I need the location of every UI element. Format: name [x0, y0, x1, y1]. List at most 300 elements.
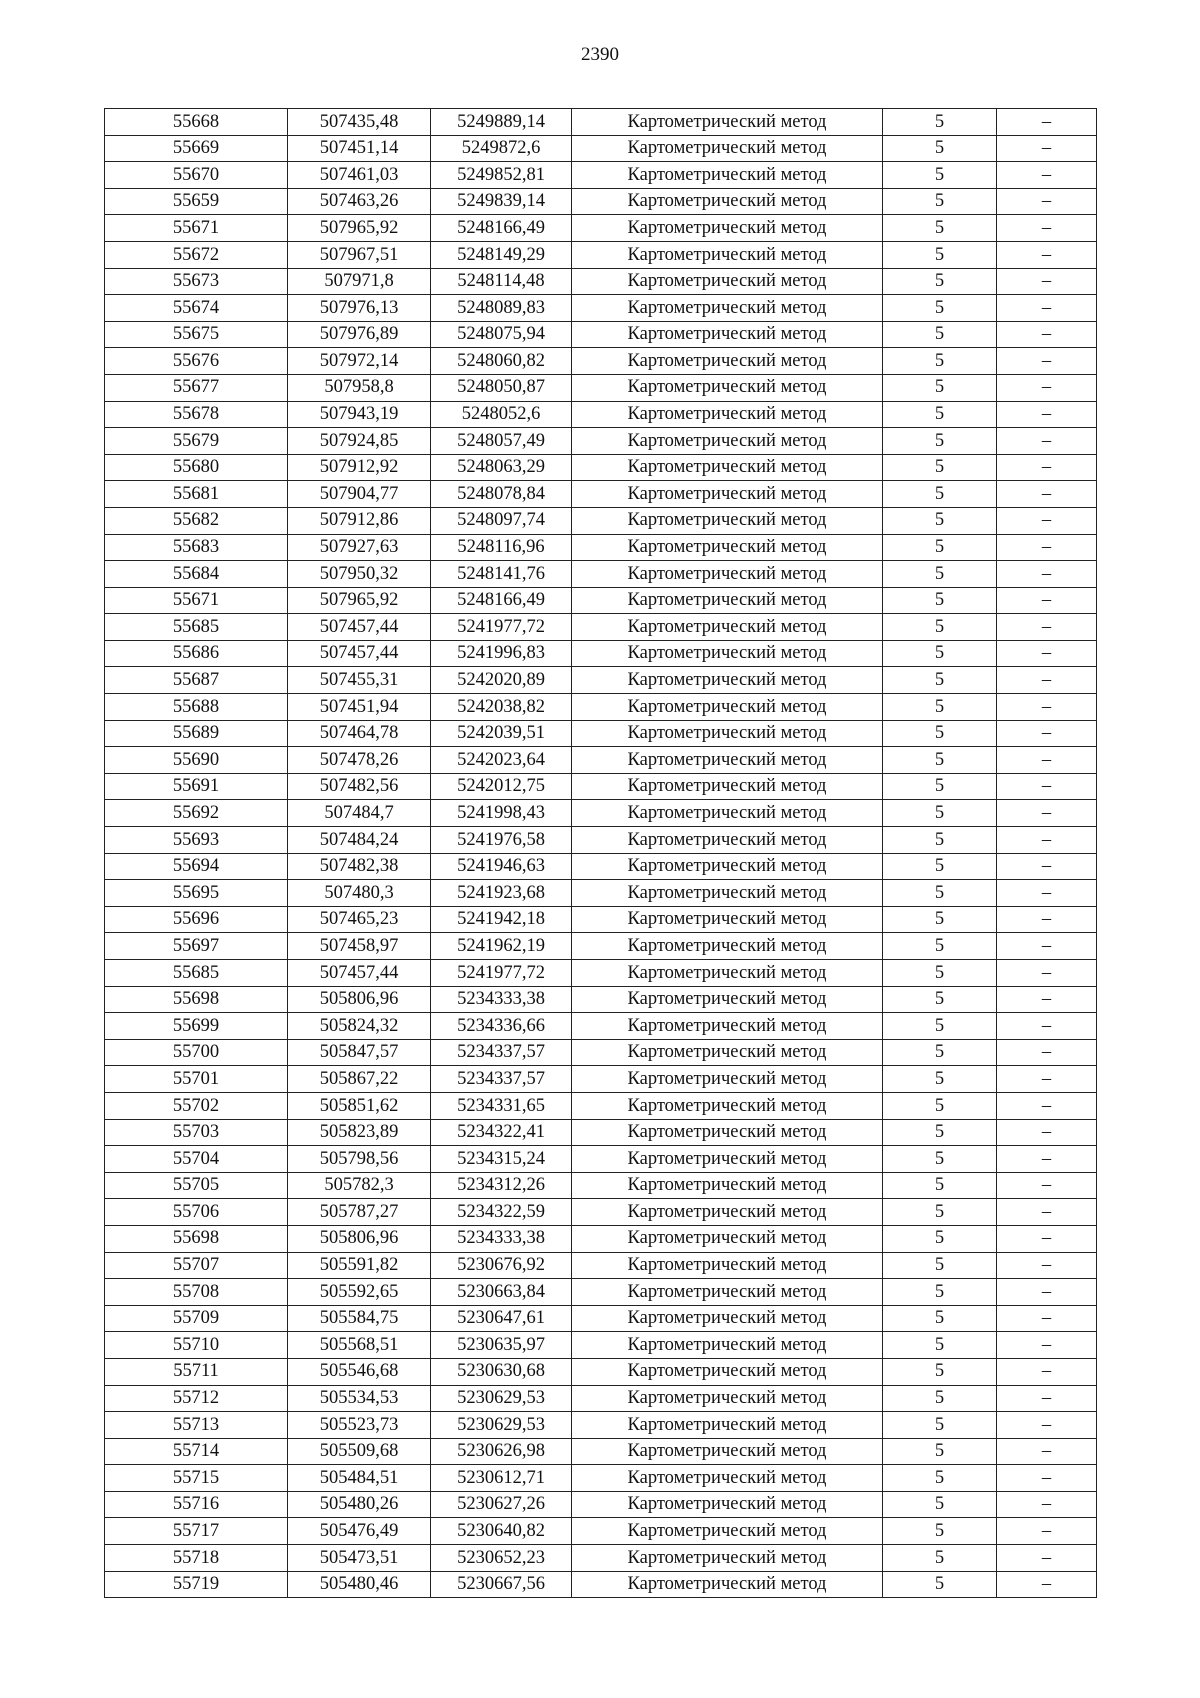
accuracy-cell: 5: [883, 295, 997, 322]
table-row: [105, 1146, 1097, 1173]
table-row: [105, 1358, 1097, 1385]
table-row: [105, 1279, 1097, 1306]
table-row: [105, 428, 1097, 455]
y-coordinate-cell: 5241996,83: [431, 640, 572, 667]
x-coordinate-cell: 507972,14: [288, 348, 431, 375]
accuracy-cell: 5: [883, 933, 997, 960]
x-coordinate-cell: 505484,51: [288, 1465, 431, 1492]
y-coordinate-cell: 5230667,56: [431, 1571, 572, 1598]
accuracy-cell: 5: [883, 454, 997, 481]
table-row: [105, 1571, 1097, 1598]
y-coordinate-cell: 5234336,66: [431, 1013, 572, 1040]
accuracy-cell: 5: [883, 1545, 997, 1572]
method-cell: Картометрический метод: [572, 507, 883, 534]
y-coordinate-cell: 5241946,63: [431, 853, 572, 880]
y-coordinate-cell: 5249889,14: [431, 109, 572, 136]
accuracy-cell: 5: [883, 1146, 997, 1173]
y-coordinate-cell: 5230635,97: [431, 1332, 572, 1359]
point-number-cell: 55707: [105, 1252, 288, 1279]
method-cell: Картометрический метод: [572, 481, 883, 508]
table-row: [105, 1438, 1097, 1465]
point-number-cell: 55713: [105, 1412, 288, 1439]
accuracy-cell: 5: [883, 960, 997, 987]
table-row: [105, 348, 1097, 375]
table-row: [105, 534, 1097, 561]
point-number-cell: 55695: [105, 880, 288, 907]
accuracy-cell: 5: [883, 747, 997, 774]
accuracy-cell: 5: [883, 614, 997, 641]
x-coordinate-cell: 507950,32: [288, 561, 431, 588]
method-cell: Картометрический метод: [572, 880, 883, 907]
page-number: 2390: [581, 44, 619, 65]
point-number-cell: 55676: [105, 348, 288, 375]
method-cell: Картометрический метод: [572, 162, 883, 189]
y-coordinate-cell: 5234322,59: [431, 1199, 572, 1226]
accuracy-cell: 5: [883, 1465, 997, 1492]
note-cell: –: [997, 1066, 1097, 1093]
y-coordinate-cell: 5234322,41: [431, 1119, 572, 1146]
point-number-cell: 55691: [105, 773, 288, 800]
note-cell: –: [997, 1279, 1097, 1306]
table-row: [105, 986, 1097, 1013]
x-coordinate-cell: 505806,96: [288, 986, 431, 1013]
table-row: [105, 162, 1097, 189]
x-coordinate-cell: 505480,26: [288, 1491, 431, 1518]
note-cell: –: [997, 1332, 1097, 1359]
point-number-cell: 55671: [105, 215, 288, 242]
x-coordinate-cell: 507967,51: [288, 241, 431, 268]
accuracy-cell: 5: [883, 1013, 997, 1040]
table-row: [105, 135, 1097, 162]
point-number-cell: 55705: [105, 1172, 288, 1199]
point-number-cell: 55678: [105, 401, 288, 428]
point-number-cell: 55703: [105, 1119, 288, 1146]
point-number-cell: 55668: [105, 109, 288, 136]
note-cell: –: [997, 960, 1097, 987]
table-row: [105, 1518, 1097, 1545]
table-row: [105, 933, 1097, 960]
table-row: [105, 1092, 1097, 1119]
note-cell: –: [997, 1491, 1097, 1518]
accuracy-cell: 5: [883, 1305, 997, 1332]
point-number-cell: 55698: [105, 986, 288, 1013]
x-coordinate-cell: 505806,96: [288, 1225, 431, 1252]
accuracy-cell: 5: [883, 853, 997, 880]
x-coordinate-cell: 507958,8: [288, 374, 431, 401]
method-cell: Картометрический метод: [572, 534, 883, 561]
y-coordinate-cell: 5248060,82: [431, 348, 572, 375]
note-cell: –: [997, 1465, 1097, 1492]
y-coordinate-cell: 5248052,6: [431, 401, 572, 428]
accuracy-cell: 5: [883, 561, 997, 588]
note-cell: –: [997, 1305, 1097, 1332]
method-cell: Картометрический метод: [572, 1465, 883, 1492]
table-row: [105, 667, 1097, 694]
y-coordinate-cell: 5249839,14: [431, 188, 572, 215]
note-cell: –: [997, 1039, 1097, 1066]
y-coordinate-cell: 5230612,71: [431, 1465, 572, 1492]
note-cell: –: [997, 853, 1097, 880]
table-row: [105, 960, 1097, 987]
point-number-cell: 55716: [105, 1491, 288, 1518]
x-coordinate-cell: 507465,23: [288, 906, 431, 933]
accuracy-cell: 5: [883, 1039, 997, 1066]
method-cell: Картометрический метод: [572, 401, 883, 428]
y-coordinate-cell: 5248097,74: [431, 507, 572, 534]
point-number-cell: 55690: [105, 747, 288, 774]
y-coordinate-cell: 5230640,82: [431, 1518, 572, 1545]
table-row: [105, 188, 1097, 215]
note-cell: –: [997, 321, 1097, 348]
y-coordinate-cell: 5234312,26: [431, 1172, 572, 1199]
note-cell: –: [997, 215, 1097, 242]
x-coordinate-cell: 507451,14: [288, 135, 431, 162]
point-number-cell: 55712: [105, 1385, 288, 1412]
x-coordinate-cell: 507976,89: [288, 321, 431, 348]
x-coordinate-cell: 505591,82: [288, 1252, 431, 1279]
note-cell: –: [997, 1412, 1097, 1439]
accuracy-cell: 5: [883, 986, 997, 1013]
point-number-cell: 55700: [105, 1039, 288, 1066]
point-number-cell: 55683: [105, 534, 288, 561]
table-row: [105, 1013, 1097, 1040]
point-number-cell: 55672: [105, 241, 288, 268]
y-coordinate-cell: 5230630,68: [431, 1358, 572, 1385]
point-number-cell: 55711: [105, 1358, 288, 1385]
y-coordinate-cell: 5248141,76: [431, 561, 572, 588]
point-number-cell: 55679: [105, 428, 288, 455]
x-coordinate-cell: 507435,48: [288, 109, 431, 136]
x-coordinate-cell: 507455,31: [288, 667, 431, 694]
method-cell: Картометрический метод: [572, 1332, 883, 1359]
table-row: [105, 561, 1097, 588]
point-number-cell: 55659: [105, 188, 288, 215]
method-cell: Картометрический метод: [572, 773, 883, 800]
note-cell: –: [997, 241, 1097, 268]
y-coordinate-cell: 5242020,89: [431, 667, 572, 694]
table-row: [105, 1199, 1097, 1226]
note-cell: –: [997, 1385, 1097, 1412]
x-coordinate-cell: 505867,22: [288, 1066, 431, 1093]
method-cell: Картометрический метод: [572, 241, 883, 268]
note-cell: –: [997, 109, 1097, 136]
method-cell: Картометрический метод: [572, 1305, 883, 1332]
x-coordinate-cell: 505568,51: [288, 1332, 431, 1359]
method-cell: Картометрический метод: [572, 295, 883, 322]
x-coordinate-cell: 505534,53: [288, 1385, 431, 1412]
method-cell: Картометрический метод: [572, 1279, 883, 1306]
x-coordinate-cell: 507478,26: [288, 747, 431, 774]
point-number-cell: 55692: [105, 800, 288, 827]
note-cell: –: [997, 933, 1097, 960]
method-cell: Картометрический метод: [572, 561, 883, 588]
accuracy-cell: 5: [883, 587, 997, 614]
note-cell: –: [997, 1146, 1097, 1173]
accuracy-cell: 5: [883, 1199, 997, 1226]
note-cell: –: [997, 986, 1097, 1013]
method-cell: Картометрический метод: [572, 1199, 883, 1226]
y-coordinate-cell: 5248166,49: [431, 587, 572, 614]
point-number-cell: 55696: [105, 906, 288, 933]
accuracy-cell: 5: [883, 1385, 997, 1412]
x-coordinate-cell: 507464,78: [288, 720, 431, 747]
note-cell: –: [997, 374, 1097, 401]
x-coordinate-cell: 507976,13: [288, 295, 431, 322]
note-cell: –: [997, 162, 1097, 189]
y-coordinate-cell: 5241923,68: [431, 880, 572, 907]
x-coordinate-cell: 505473,51: [288, 1545, 431, 1572]
note-cell: –: [997, 1013, 1097, 1040]
note-cell: –: [997, 906, 1097, 933]
y-coordinate-cell: 5234333,38: [431, 986, 572, 1013]
accuracy-cell: 5: [883, 1332, 997, 1359]
note-cell: –: [997, 295, 1097, 322]
note-cell: –: [997, 135, 1097, 162]
note-cell: –: [997, 827, 1097, 854]
x-coordinate-cell: 507484,7: [288, 800, 431, 827]
table-row: [105, 109, 1097, 136]
y-coordinate-cell: 5241977,72: [431, 614, 572, 641]
note-cell: –: [997, 720, 1097, 747]
table-row: [105, 587, 1097, 614]
method-cell: Картометрический метод: [572, 1013, 883, 1040]
method-cell: Картометрический метод: [572, 1358, 883, 1385]
note-cell: –: [997, 747, 1097, 774]
point-number-cell: 55686: [105, 640, 288, 667]
point-number-cell: 55693: [105, 827, 288, 854]
accuracy-cell: 5: [883, 374, 997, 401]
x-coordinate-cell: 507482,38: [288, 853, 431, 880]
method-cell: Картометрический метод: [572, 720, 883, 747]
y-coordinate-cell: 5234333,38: [431, 1225, 572, 1252]
table-row: [105, 800, 1097, 827]
y-coordinate-cell: 5248116,96: [431, 534, 572, 561]
point-number-cell: 55677: [105, 374, 288, 401]
table-row: [105, 454, 1097, 481]
accuracy-cell: 5: [883, 135, 997, 162]
y-coordinate-cell: 5230627,26: [431, 1491, 572, 1518]
y-coordinate-cell: 5230629,53: [431, 1385, 572, 1412]
note-cell: –: [997, 428, 1097, 455]
x-coordinate-cell: 507457,44: [288, 960, 431, 987]
method-cell: Картометрический метод: [572, 640, 883, 667]
table-row: [105, 694, 1097, 721]
table-row: [105, 827, 1097, 854]
y-coordinate-cell: 5241977,72: [431, 960, 572, 987]
y-coordinate-cell: 5242023,64: [431, 747, 572, 774]
method-cell: Картометрический метод: [572, 348, 883, 375]
x-coordinate-cell: 507943,19: [288, 401, 431, 428]
y-coordinate-cell: 5248078,84: [431, 481, 572, 508]
x-coordinate-cell: 505480,46: [288, 1571, 431, 1598]
table-row: [105, 268, 1097, 295]
method-cell: Картометрический метод: [572, 747, 883, 774]
table-row: [105, 321, 1097, 348]
point-number-cell: 55702: [105, 1092, 288, 1119]
note-cell: –: [997, 348, 1097, 375]
note-cell: –: [997, 1518, 1097, 1545]
note-cell: –: [997, 1199, 1097, 1226]
method-cell: Картометрический метод: [572, 587, 883, 614]
table-row: [105, 906, 1097, 933]
method-cell: Картометрический метод: [572, 1491, 883, 1518]
accuracy-cell: 5: [883, 906, 997, 933]
x-coordinate-cell: 507904,77: [288, 481, 431, 508]
method-cell: Картометрический метод: [572, 1438, 883, 1465]
table-row: [105, 1332, 1097, 1359]
method-cell: Картометрический метод: [572, 1545, 883, 1572]
point-number-cell: 55671: [105, 587, 288, 614]
table-row: [105, 1225, 1097, 1252]
note-cell: –: [997, 268, 1097, 295]
method-cell: Картометрический метод: [572, 1385, 883, 1412]
y-coordinate-cell: 5248089,83: [431, 295, 572, 322]
method-cell: Картометрический метод: [572, 1172, 883, 1199]
point-number-cell: 55701: [105, 1066, 288, 1093]
accuracy-cell: 5: [883, 162, 997, 189]
accuracy-cell: 5: [883, 321, 997, 348]
coordinates-table-body: [105, 109, 1097, 1598]
accuracy-cell: 5: [883, 694, 997, 721]
x-coordinate-cell: 507912,92: [288, 454, 431, 481]
y-coordinate-cell: 5241942,18: [431, 906, 572, 933]
accuracy-cell: 5: [883, 401, 997, 428]
method-cell: Картометрический метод: [572, 1092, 883, 1119]
method-cell: Картометрический метод: [572, 1039, 883, 1066]
point-number-cell: 55669: [105, 135, 288, 162]
accuracy-cell: 5: [883, 1279, 997, 1306]
point-number-cell: 55708: [105, 1279, 288, 1306]
note-cell: –: [997, 188, 1097, 215]
note-cell: –: [997, 1438, 1097, 1465]
note-cell: –: [997, 454, 1097, 481]
accuracy-cell: 5: [883, 215, 997, 242]
method-cell: Картометрический метод: [572, 1225, 883, 1252]
y-coordinate-cell: 5230652,23: [431, 1545, 572, 1572]
point-number-cell: 55704: [105, 1146, 288, 1173]
y-coordinate-cell: 5242039,51: [431, 720, 572, 747]
note-cell: –: [997, 880, 1097, 907]
x-coordinate-cell: 507463,26: [288, 188, 431, 215]
accuracy-cell: 5: [883, 348, 997, 375]
table-row: [105, 1545, 1097, 1572]
accuracy-cell: 5: [883, 667, 997, 694]
accuracy-cell: 5: [883, 1252, 997, 1279]
method-cell: Картометрический метод: [572, 109, 883, 136]
x-coordinate-cell: 507924,85: [288, 428, 431, 455]
accuracy-cell: 5: [883, 1066, 997, 1093]
y-coordinate-cell: 5234337,57: [431, 1066, 572, 1093]
table-row: [105, 1252, 1097, 1279]
point-number-cell: 55685: [105, 960, 288, 987]
y-coordinate-cell: 5230663,84: [431, 1279, 572, 1306]
method-cell: Картометрический метод: [572, 1571, 883, 1598]
point-number-cell: 55719: [105, 1571, 288, 1598]
y-coordinate-cell: 5248166,49: [431, 215, 572, 242]
x-coordinate-cell: 507912,86: [288, 507, 431, 534]
x-coordinate-cell: 507971,8: [288, 268, 431, 295]
y-coordinate-cell: 5230629,53: [431, 1412, 572, 1439]
accuracy-cell: 5: [883, 241, 997, 268]
x-coordinate-cell: 507457,44: [288, 640, 431, 667]
method-cell: Картометрический метод: [572, 906, 883, 933]
y-coordinate-cell: 5241962,19: [431, 933, 572, 960]
table-row: [105, 614, 1097, 641]
table-row: [105, 241, 1097, 268]
accuracy-cell: 5: [883, 1119, 997, 1146]
x-coordinate-cell: 505546,68: [288, 1358, 431, 1385]
x-coordinate-cell: 507965,92: [288, 587, 431, 614]
x-coordinate-cell: 507457,44: [288, 614, 431, 641]
accuracy-cell: 5: [883, 109, 997, 136]
x-coordinate-cell: 505798,56: [288, 1146, 431, 1173]
accuracy-cell: 5: [883, 507, 997, 534]
accuracy-cell: 5: [883, 880, 997, 907]
y-coordinate-cell: 5248063,29: [431, 454, 572, 481]
method-cell: Картометрический метод: [572, 1119, 883, 1146]
x-coordinate-cell: 505847,57: [288, 1039, 431, 1066]
x-coordinate-cell: 507451,94: [288, 694, 431, 721]
note-cell: –: [997, 481, 1097, 508]
method-cell: Картометрический метод: [572, 268, 883, 295]
accuracy-cell: 5: [883, 1491, 997, 1518]
point-number-cell: 55709: [105, 1305, 288, 1332]
table-row: [105, 773, 1097, 800]
accuracy-cell: 5: [883, 188, 997, 215]
y-coordinate-cell: 5248149,29: [431, 241, 572, 268]
accuracy-cell: 5: [883, 428, 997, 455]
coordinates-table: [104, 108, 1097, 1598]
accuracy-cell: 5: [883, 1225, 997, 1252]
x-coordinate-cell: 505592,65: [288, 1279, 431, 1306]
point-number-cell: 55689: [105, 720, 288, 747]
table-row: [105, 507, 1097, 534]
y-coordinate-cell: 5242012,75: [431, 773, 572, 800]
table-row: [105, 640, 1097, 667]
table-row: [105, 1385, 1097, 1412]
y-coordinate-cell: 5248050,87: [431, 374, 572, 401]
point-number-cell: 55684: [105, 561, 288, 588]
point-number-cell: 55681: [105, 481, 288, 508]
x-coordinate-cell: 505584,75: [288, 1305, 431, 1332]
point-number-cell: 55715: [105, 1465, 288, 1492]
accuracy-cell: 5: [883, 827, 997, 854]
accuracy-cell: 5: [883, 800, 997, 827]
note-cell: –: [997, 401, 1097, 428]
method-cell: Картометрический метод: [572, 694, 883, 721]
table-row: [105, 1039, 1097, 1066]
accuracy-cell: 5: [883, 1172, 997, 1199]
note-cell: –: [997, 773, 1097, 800]
y-coordinate-cell: 5249852,81: [431, 162, 572, 189]
table-row: [105, 747, 1097, 774]
method-cell: Картометрический метод: [572, 1412, 883, 1439]
method-cell: Картометрический метод: [572, 454, 883, 481]
point-number-cell: 55680: [105, 454, 288, 481]
y-coordinate-cell: 5248075,94: [431, 321, 572, 348]
accuracy-cell: 5: [883, 640, 997, 667]
point-number-cell: 55714: [105, 1438, 288, 1465]
table-row: [105, 295, 1097, 322]
note-cell: –: [997, 1571, 1097, 1598]
note-cell: –: [997, 1252, 1097, 1279]
method-cell: Картометрический метод: [572, 614, 883, 641]
method-cell: Картометрический метод: [572, 933, 883, 960]
note-cell: –: [997, 614, 1097, 641]
accuracy-cell: 5: [883, 773, 997, 800]
method-cell: Картометрический метод: [572, 853, 883, 880]
point-number-cell: 55699: [105, 1013, 288, 1040]
